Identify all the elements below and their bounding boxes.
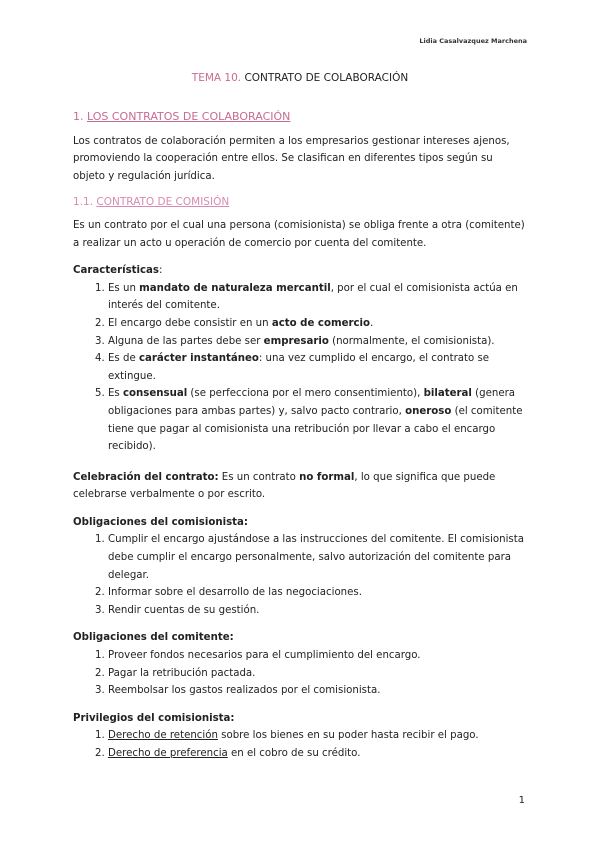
title-number: TEMA 10. [191,72,242,84]
list-item: 5. Es consensual (se perfecciona por el mero consentimiento), bilateral (genera obligaciones para ambas partes) y, salvo pacto contrario, oneroso (el comitente tiene que pagar al comisionista una retribución por llevar a cabo el encargo recibido). [108,385,525,455]
caracteristicas-heading: Características: [73,265,163,277]
title-text: CONTRATO DE COLABORACIÓN [241,72,409,84]
list-item: 1. Derecho de retención sobre los bienes en su poder hasta recibir el pago. [108,727,525,745]
list-item: 3. Alguna de las partes debe ser empresario (normalmente, el comisionista). [108,333,525,351]
obligaciones-comisionista-list [73,531,525,619]
author-name: Lidia Casalvazquez Marchena [419,37,527,45]
section-1-title: LOS CONTRATOS DE COLABORACIÓN [87,110,291,123]
list-item: 2. Informar sobre el desarrollo de las negociaciones. [108,584,525,602]
section-1-1-title: CONTRATO DE COMISIÓN [96,196,230,209]
celebracion-paragraph: Celebración del contrato: Es un contrato no formal, lo que significa que puede celebrarse verbalmente o por escrito. [73,471,496,501]
list-item: 3. Reembolsar los gastos realizados por el comisionista. [108,682,525,700]
section-1-1-intro: Es un contrato por el cual una persona (comisionista) se obliga frente a otra (comitente) a realizar un acto u operación de comercio por cuenta del comitente. [73,219,525,249]
obligaciones-comisionista-heading: Obligaciones del comisionista: [73,516,248,528]
list-item: 1. Es un mandato de naturaleza mercantil, por el cual el comisionista actúa en interés del comitente. [108,280,525,315]
privilegios-list [73,727,525,762]
section-1-heading [73,108,525,126]
list-item: 1. Cumplir el encargo ajustándose a las instrucciones del comitente. El comisionista debe cumplir el encargo personalmente, salvo autorización del comitente para delegar. [108,531,525,584]
section-1-1-heading [73,194,525,212]
page-number: 1 [518,795,525,806]
section-1-number: 1. [73,110,87,123]
obligaciones-comitente-heading: Obligaciones del comitente: [73,632,234,644]
list-item: 1. Proveer fondos necesarios para el cumplimiento del encargo. [108,647,525,665]
section-1-1-number: 1.1. [73,196,97,209]
list-item: 3. Rendir cuentas de su gestión. [108,602,525,620]
document-body [73,108,525,763]
privilegios-heading: Privilegios del comisionista: [73,712,235,724]
list-item: 2. El encargo debe consistir en un acto de comercio. [108,315,525,333]
document-title [0,72,600,84]
list-item: 2. Pagar la retribución pactada. [108,665,525,683]
obligaciones-comitente-list [73,647,525,700]
caracteristicas-list [73,280,525,456]
section-1-intro: Los contratos de colaboración permiten a los empresarios gestionar intereses ajenos, promoviendo la cooperación entre ellos. Se clasifican en diferentes tipos según su objeto y regulación jurídica. [73,135,510,182]
list-item: 4. Es de carácter instantáneo: una vez cumplido el encargo, el contrato se extingue. [108,350,525,385]
list-item: 2. Derecho de preferencia en el cobro de su crédito. [108,745,525,763]
